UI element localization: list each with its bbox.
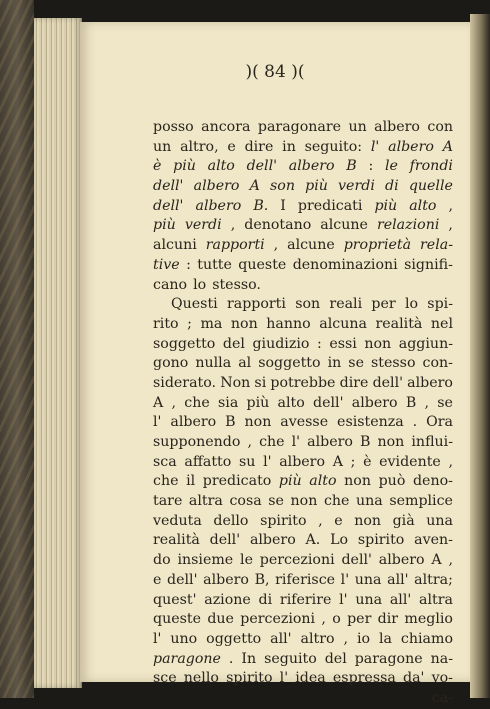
text-line bbox=[153, 335, 453, 355]
word: due bbox=[207, 611, 234, 628]
word: su bbox=[238, 453, 256, 470]
word: B, bbox=[254, 571, 270, 588]
word: rapporti bbox=[226, 296, 286, 313]
word: rela- bbox=[420, 237, 453, 254]
word: con- bbox=[422, 355, 453, 372]
word: dello bbox=[213, 512, 249, 529]
word: alto bbox=[277, 394, 305, 411]
text-line bbox=[153, 256, 453, 276]
word: alcuna bbox=[319, 315, 367, 332]
word: A. bbox=[305, 532, 321, 549]
word: , bbox=[171, 394, 177, 411]
word: di bbox=[258, 591, 273, 608]
word: sce bbox=[153, 670, 177, 687]
word: non bbox=[230, 315, 258, 332]
word: albero bbox=[307, 434, 353, 450]
word: : bbox=[368, 158, 374, 175]
word: che bbox=[259, 434, 285, 450]
word: nulla bbox=[195, 355, 232, 372]
word: non bbox=[244, 414, 272, 431]
word: in bbox=[327, 355, 342, 372]
word: aggiun- bbox=[398, 335, 453, 352]
word: può bbox=[378, 473, 406, 490]
word: tare bbox=[153, 493, 183, 510]
word: non bbox=[354, 512, 382, 529]
word: se bbox=[348, 355, 364, 372]
word: più bbox=[173, 158, 196, 175]
word: paragone bbox=[153, 650, 221, 667]
word: albero bbox=[193, 178, 240, 195]
text-line bbox=[153, 650, 453, 670]
word: spirito bbox=[260, 512, 307, 529]
text-line bbox=[153, 531, 453, 551]
word: albero bbox=[351, 394, 398, 411]
word: le bbox=[384, 158, 398, 175]
text-line bbox=[153, 453, 453, 473]
word: già bbox=[392, 512, 415, 529]
word: I bbox=[280, 197, 286, 214]
word: una bbox=[426, 512, 453, 529]
word: , bbox=[448, 197, 453, 214]
word: una bbox=[356, 493, 383, 510]
word: B bbox=[346, 158, 357, 175]
word: oggetto bbox=[206, 630, 262, 647]
word: , bbox=[448, 453, 453, 470]
text-line bbox=[153, 413, 453, 433]
word: ancora bbox=[201, 119, 251, 135]
text-line bbox=[153, 216, 453, 236]
word: B bbox=[405, 394, 417, 411]
word: ; bbox=[350, 453, 356, 470]
word: deno- bbox=[412, 473, 453, 490]
word: non bbox=[290, 493, 318, 510]
word: alto bbox=[409, 197, 437, 214]
word: dir bbox=[377, 611, 399, 628]
word: rito bbox=[153, 315, 179, 332]
word: predicato bbox=[202, 473, 272, 490]
page-edges bbox=[34, 18, 82, 688]
word: esistenza bbox=[337, 414, 404, 431]
word: evidente bbox=[379, 453, 441, 470]
word: reali bbox=[329, 296, 363, 313]
word: tive bbox=[153, 256, 180, 273]
word: all' bbox=[387, 571, 409, 588]
word: espressa bbox=[332, 670, 396, 687]
word: , bbox=[448, 217, 453, 234]
word: e bbox=[334, 512, 343, 529]
word: avesse bbox=[280, 414, 329, 431]
word: predicati bbox=[297, 197, 363, 214]
word: un bbox=[153, 138, 172, 155]
word: l' bbox=[339, 591, 348, 608]
word: alcuni bbox=[153, 237, 197, 254]
word: A bbox=[431, 552, 442, 569]
word: altra bbox=[188, 493, 223, 510]
word: Ora bbox=[426, 414, 453, 431]
word: spirito bbox=[226, 670, 273, 687]
word: di bbox=[385, 178, 399, 195]
word: tutte bbox=[197, 256, 232, 273]
word: realità bbox=[375, 315, 423, 332]
word: l' bbox=[263, 453, 272, 470]
word: dell' bbox=[153, 197, 184, 214]
word: ca- bbox=[431, 689, 453, 706]
text-line bbox=[153, 492, 453, 512]
word: più bbox=[153, 217, 176, 234]
word: paragonare bbox=[257, 119, 342, 135]
word: o bbox=[332, 611, 341, 628]
text-line bbox=[153, 354, 453, 374]
text-line bbox=[153, 669, 453, 689]
word: chiamo bbox=[400, 630, 453, 647]
word: A bbox=[249, 178, 260, 195]
text-line bbox=[153, 374, 453, 394]
word: più bbox=[278, 473, 302, 490]
word: spi- bbox=[427, 296, 453, 313]
word: , bbox=[273, 237, 279, 254]
word: percezioni bbox=[259, 552, 335, 569]
word: l' bbox=[370, 138, 380, 155]
text-line bbox=[153, 571, 453, 591]
word: dell' bbox=[372, 374, 404, 391]
word: più bbox=[246, 394, 270, 411]
word: riferisce bbox=[275, 571, 336, 588]
text-line bbox=[153, 236, 453, 256]
word: dell' bbox=[167, 571, 198, 588]
word: lo bbox=[404, 296, 419, 313]
word: hanno bbox=[266, 315, 311, 332]
word: verdi bbox=[184, 217, 222, 234]
word: alto bbox=[207, 158, 235, 175]
word: riferire bbox=[279, 591, 332, 608]
word: altro bbox=[300, 630, 335, 647]
word: alto bbox=[309, 473, 337, 490]
text-line bbox=[153, 512, 453, 532]
word: un bbox=[348, 119, 367, 135]
word: soggetto bbox=[258, 355, 321, 372]
word: albero bbox=[249, 532, 296, 549]
right-page-edge bbox=[470, 14, 490, 698]
word: queste bbox=[238, 256, 287, 273]
word: non bbox=[344, 473, 371, 490]
word: Non bbox=[220, 374, 251, 391]
word: meglio bbox=[404, 611, 453, 628]
text-line bbox=[153, 295, 453, 315]
word: , bbox=[318, 512, 323, 529]
word: una bbox=[355, 591, 383, 608]
word: in bbox=[282, 138, 296, 155]
word: , bbox=[247, 434, 252, 450]
text-line bbox=[153, 433, 453, 453]
word: azione bbox=[204, 591, 251, 608]
word: supponendo bbox=[153, 434, 241, 450]
word: relazioni bbox=[376, 217, 440, 234]
word: giudizio bbox=[252, 335, 310, 352]
text-line bbox=[153, 315, 453, 335]
word: son bbox=[270, 178, 295, 195]
word: albero bbox=[279, 453, 326, 470]
word: dire bbox=[244, 138, 274, 155]
word: ; bbox=[187, 315, 192, 332]
word: veduta bbox=[153, 512, 202, 529]
word: è bbox=[153, 158, 162, 175]
word: cano bbox=[153, 276, 188, 293]
word: una bbox=[354, 571, 382, 588]
text-line bbox=[153, 610, 453, 630]
word: vo- bbox=[431, 670, 453, 687]
word: essi bbox=[329, 335, 357, 352]
word: B bbox=[360, 434, 371, 450]
word: l' bbox=[153, 414, 162, 431]
word: che bbox=[184, 394, 210, 411]
word: . bbox=[228, 650, 234, 667]
word: quest' bbox=[153, 591, 197, 608]
word: cosa bbox=[229, 493, 262, 510]
word: : bbox=[316, 335, 322, 352]
text-line bbox=[153, 197, 453, 217]
word: siderato. bbox=[153, 374, 217, 391]
word: idea bbox=[295, 670, 326, 687]
word: sia bbox=[218, 394, 239, 411]
word: aven- bbox=[414, 532, 453, 549]
text-line bbox=[153, 276, 453, 296]
text-line bbox=[153, 157, 453, 177]
word: al bbox=[238, 355, 252, 372]
word: posso bbox=[153, 119, 194, 135]
word: potrebbe bbox=[270, 374, 336, 391]
word: seguito bbox=[264, 650, 317, 667]
word: è bbox=[363, 453, 372, 470]
word: dell' bbox=[313, 394, 344, 411]
text-line bbox=[153, 138, 453, 158]
word: altra; bbox=[414, 571, 453, 588]
word: , bbox=[448, 552, 453, 569]
word: stesso bbox=[371, 355, 416, 372]
word: A bbox=[442, 138, 453, 155]
word: spirito bbox=[357, 532, 405, 549]
text-line bbox=[153, 591, 453, 611]
word: albero bbox=[195, 197, 242, 214]
word: e bbox=[227, 138, 236, 155]
word: affatto bbox=[184, 453, 232, 470]
book-page bbox=[80, 22, 470, 706]
word: l' bbox=[279, 670, 289, 687]
word: queste bbox=[153, 611, 201, 628]
word: per bbox=[347, 611, 372, 628]
word: alcune bbox=[287, 237, 335, 254]
word: dell' bbox=[246, 158, 278, 175]
word: lo bbox=[193, 276, 207, 293]
word: denominazioni bbox=[292, 256, 398, 273]
word: del bbox=[324, 650, 347, 667]
word: dire bbox=[339, 374, 369, 391]
word: se bbox=[268, 493, 284, 510]
word: realità bbox=[153, 532, 200, 549]
word: semplice bbox=[389, 493, 453, 510]
word: B bbox=[225, 414, 236, 431]
word: percezioni bbox=[240, 611, 316, 628]
word: che bbox=[153, 473, 179, 490]
word: albero bbox=[203, 571, 249, 588]
word: seguito: bbox=[304, 138, 363, 155]
word: l' bbox=[291, 434, 301, 450]
word: non bbox=[364, 335, 392, 352]
word: nel bbox=[430, 315, 453, 332]
text-line bbox=[153, 551, 453, 571]
word: all' bbox=[389, 591, 412, 608]
text-line bbox=[153, 472, 453, 492]
word: influi- bbox=[411, 434, 453, 450]
word: albero bbox=[288, 158, 335, 175]
word: non bbox=[377, 434, 405, 450]
marbled-cover bbox=[0, 0, 34, 698]
word: , bbox=[424, 394, 430, 411]
word: do bbox=[153, 552, 171, 569]
word: l' bbox=[153, 630, 162, 647]
word: dell' bbox=[209, 532, 241, 549]
word: si bbox=[254, 374, 267, 391]
word: albero bbox=[374, 119, 420, 135]
word: : bbox=[186, 256, 191, 273]
word: . bbox=[412, 414, 418, 431]
word: uno bbox=[170, 630, 198, 647]
text-line bbox=[153, 689, 453, 709]
word: ma bbox=[200, 315, 223, 332]
word: frondi bbox=[409, 158, 453, 175]
word: albero bbox=[378, 552, 425, 569]
word: la bbox=[378, 630, 392, 647]
word: all' bbox=[270, 630, 292, 647]
word: l' bbox=[340, 571, 350, 588]
word: paragone bbox=[354, 650, 423, 667]
word: signifi- bbox=[404, 256, 453, 273]
word: , bbox=[321, 611, 326, 628]
word: altra bbox=[419, 591, 453, 608]
word: più bbox=[374, 197, 398, 214]
word: più bbox=[305, 178, 328, 195]
word: albero bbox=[407, 374, 453, 391]
word: na- bbox=[430, 650, 453, 667]
word: rapporti bbox=[205, 237, 265, 254]
word: In bbox=[241, 650, 257, 667]
text-line bbox=[153, 630, 453, 650]
word: proprietà bbox=[343, 237, 412, 254]
word: albero bbox=[388, 138, 434, 155]
word: io bbox=[356, 630, 371, 647]
text-line bbox=[153, 394, 453, 414]
word: , bbox=[230, 217, 236, 234]
body-text bbox=[153, 118, 453, 709]
word: che bbox=[323, 493, 350, 510]
word: B. bbox=[253, 197, 269, 214]
word: A bbox=[332, 453, 343, 470]
word: altro, bbox=[180, 138, 219, 155]
word: quelle bbox=[408, 178, 453, 195]
word: dell' bbox=[341, 552, 372, 569]
word: gono bbox=[153, 355, 189, 372]
word: , bbox=[343, 630, 348, 647]
word: Questi bbox=[171, 296, 218, 313]
word: sca bbox=[153, 453, 177, 470]
word: soggetto bbox=[153, 335, 216, 352]
word: albero bbox=[170, 414, 217, 431]
word: alcune bbox=[320, 217, 368, 234]
word: dell' bbox=[153, 178, 184, 195]
word: son bbox=[295, 296, 321, 313]
word: stesso. bbox=[212, 276, 261, 293]
page-number-header: )( 84 )( bbox=[245, 62, 305, 82]
word: le bbox=[240, 552, 253, 569]
word: verdi bbox=[338, 178, 375, 195]
word: denotano bbox=[244, 217, 312, 234]
word: il bbox=[186, 473, 196, 490]
text-line bbox=[153, 118, 453, 138]
word: del bbox=[222, 335, 245, 352]
word: A bbox=[153, 394, 164, 411]
word: nello bbox=[183, 670, 219, 687]
word: Lo bbox=[330, 532, 349, 549]
word: se bbox=[437, 394, 453, 411]
word: insieme bbox=[177, 552, 234, 569]
word: e bbox=[153, 571, 162, 588]
word: per bbox=[371, 296, 396, 313]
text-line bbox=[153, 177, 453, 197]
word: da' bbox=[403, 670, 425, 687]
word: con bbox=[427, 119, 453, 135]
